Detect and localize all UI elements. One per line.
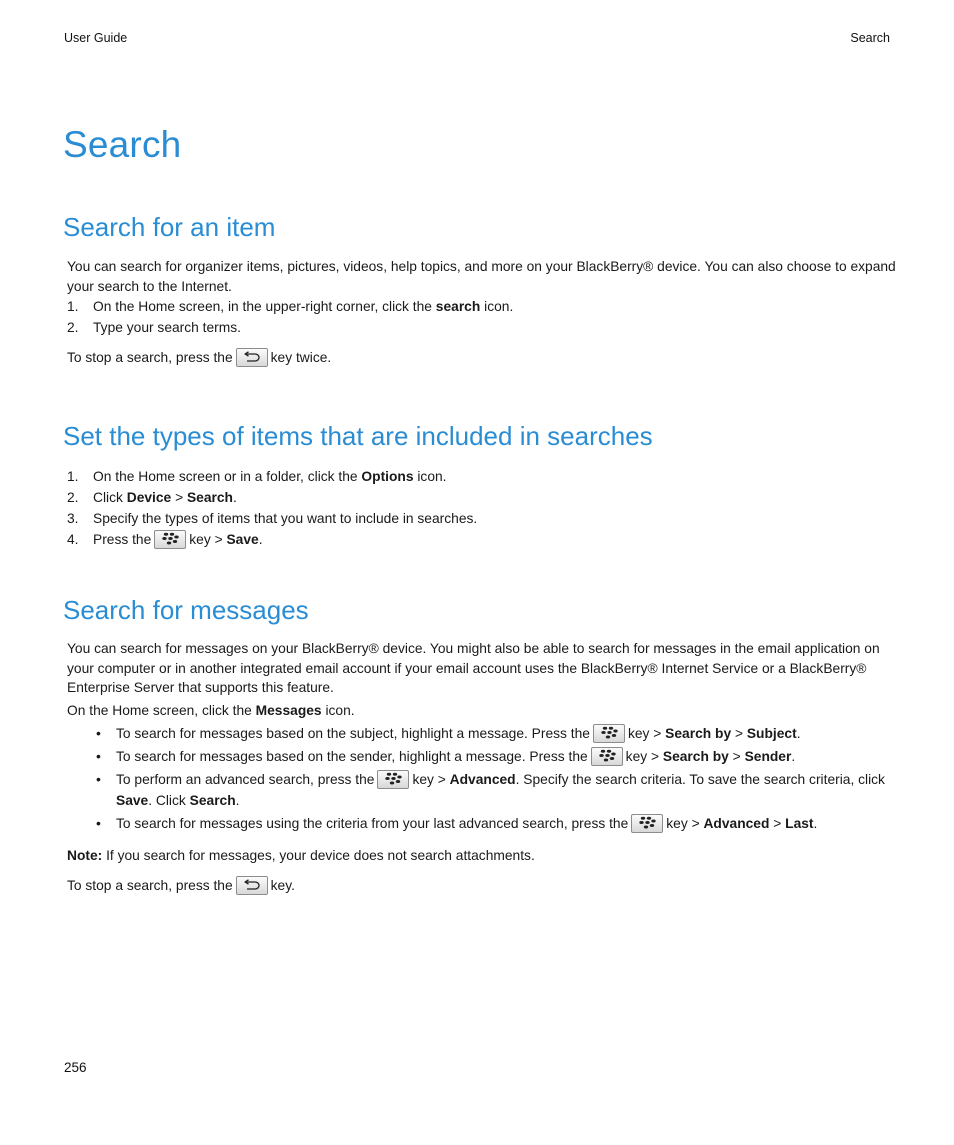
section3-home-text xyxy=(67,701,355,721)
bullet-text: To search for messages based on the subject, highlight a message. Press the xyxy=(116,726,590,741)
section2-steps xyxy=(67,467,477,551)
home-text: icon. xyxy=(321,703,355,718)
section2-step xyxy=(67,488,477,509)
bullet-item xyxy=(96,769,896,811)
step-bold: Search xyxy=(186,490,233,505)
step-text: Specify the types of items that you want to include in searches. xyxy=(93,511,478,526)
bullet-text: To search for messages based on the sender, highlight a message. Press the xyxy=(116,749,588,764)
bullet-item xyxy=(96,813,896,834)
step-text: > xyxy=(171,490,187,505)
bullet-text: > xyxy=(728,749,745,764)
bullet-icon: • xyxy=(96,725,101,741)
stop-text: To stop a search, press the xyxy=(67,878,233,893)
section1-stop-text xyxy=(67,348,331,368)
bullet-bold: Last xyxy=(785,816,814,831)
bullet-text: key > xyxy=(412,772,450,787)
section-title-set-types: Set the types of items that are included in searches xyxy=(63,421,653,451)
section3-stop-text xyxy=(67,876,295,896)
section3-intro: You can search for messages on your BlackBerry® device. You might also be able to search for messages in the email application on your computer or in another integrated email account if your email account uses the BlackBerry® Internet Service or a BlackBerry® Enterprise Server that supports this feature. xyxy=(67,641,880,695)
blackberry-menu-key-icon xyxy=(593,724,625,743)
bullet-text: > xyxy=(731,726,747,741)
step-number: 1. xyxy=(67,469,79,484)
section2-step xyxy=(67,509,477,530)
step-text: On the Home screen or in a folder, click the xyxy=(93,469,362,484)
bullet-text: . xyxy=(796,726,801,741)
bullet-bold: Search by xyxy=(662,749,729,764)
running-header-right: Search xyxy=(850,31,890,45)
section1-step xyxy=(67,297,513,318)
bullet-text: key > xyxy=(627,726,666,741)
section2-step xyxy=(67,530,477,551)
bullet-text: To search for messages using the criteria from your last advanced search, press the xyxy=(116,816,629,831)
bullet-icon: • xyxy=(96,815,101,831)
bullet-text: To perform an advanced search, press the xyxy=(116,772,375,787)
bullet-bold: Sender xyxy=(744,749,792,764)
step-number: 2. xyxy=(67,320,79,335)
bullet-text: key > xyxy=(666,816,704,831)
bullet-bold: Advanced xyxy=(703,816,770,831)
bullet-text: . Click xyxy=(148,793,190,808)
step-text: icon. xyxy=(413,469,447,484)
section1-step xyxy=(67,318,513,339)
step-bold: search xyxy=(435,299,481,314)
step-text: icon. xyxy=(480,299,514,314)
bullet-icon: • xyxy=(96,771,101,787)
escape-key-icon xyxy=(236,876,268,895)
bullet-text: . xyxy=(235,793,240,808)
step-text: Press the xyxy=(93,532,152,547)
step-bold: Device xyxy=(126,490,172,505)
bullet-text: key > xyxy=(625,749,663,764)
home-bold: Messages xyxy=(255,703,322,718)
bullet-bold: Search xyxy=(189,793,236,808)
escape-key-icon xyxy=(236,348,268,367)
page-number: 256 xyxy=(64,1060,87,1075)
home-text: On the Home screen, click the xyxy=(67,703,256,718)
bullet-item xyxy=(96,746,896,767)
step-number: 1. xyxy=(67,299,79,314)
section1-steps xyxy=(67,297,513,339)
blackberry-menu-key-icon xyxy=(377,770,409,789)
running-header-left: User Guide xyxy=(64,31,128,45)
step-bold: Save xyxy=(226,532,259,547)
step-bold: Options xyxy=(361,469,414,484)
bullet-text: > xyxy=(769,816,786,831)
section-title-search-for-item: Search for an item xyxy=(63,212,276,242)
bullet-text: . xyxy=(813,816,818,831)
step-text: . xyxy=(258,532,263,547)
bullet-bold: Subject xyxy=(746,726,797,741)
step-text: . xyxy=(233,490,237,505)
section1-intro: You can search for organizer items, pictures, videos, help topics, and more on your BlackBerry® device. You can also choose to expand your search to the Internet. xyxy=(67,259,896,294)
step-text: Click xyxy=(93,490,127,505)
section3-bullets xyxy=(96,723,896,836)
step-number: 4. xyxy=(67,532,79,547)
note-label: Note: xyxy=(67,848,103,863)
step-number: 2. xyxy=(67,490,79,505)
step-number: 3. xyxy=(67,511,79,526)
bullet-item xyxy=(96,723,896,744)
bullet-text: . Specify the search criteria. To save the search criteria, click xyxy=(515,772,885,787)
note-text: If you search for messages, your device does not search attachments. xyxy=(102,848,535,863)
note xyxy=(67,846,535,866)
section-title-search-messages: Search for messages xyxy=(63,595,309,625)
bullet-bold: Advanced xyxy=(449,772,516,787)
blackberry-menu-key-icon xyxy=(631,814,663,833)
stop-text: To stop a search, press the xyxy=(67,350,233,365)
bullet-icon: • xyxy=(96,748,101,764)
blackberry-menu-key-icon xyxy=(154,530,186,549)
bullet-bold: Search by xyxy=(665,726,732,741)
bullet-text: . xyxy=(791,749,796,764)
stop-text: key. xyxy=(270,878,295,893)
step-text: key > xyxy=(189,532,227,547)
step-text: On the Home screen, in the upper-right corner, click the xyxy=(93,299,436,314)
stop-text: key twice. xyxy=(270,350,332,365)
step-text: Type your search terms. xyxy=(93,320,241,335)
section2-step xyxy=(67,467,477,488)
blackberry-menu-key-icon xyxy=(591,747,623,766)
page-title: Search xyxy=(63,124,182,165)
bullet-bold: Save xyxy=(116,793,149,808)
